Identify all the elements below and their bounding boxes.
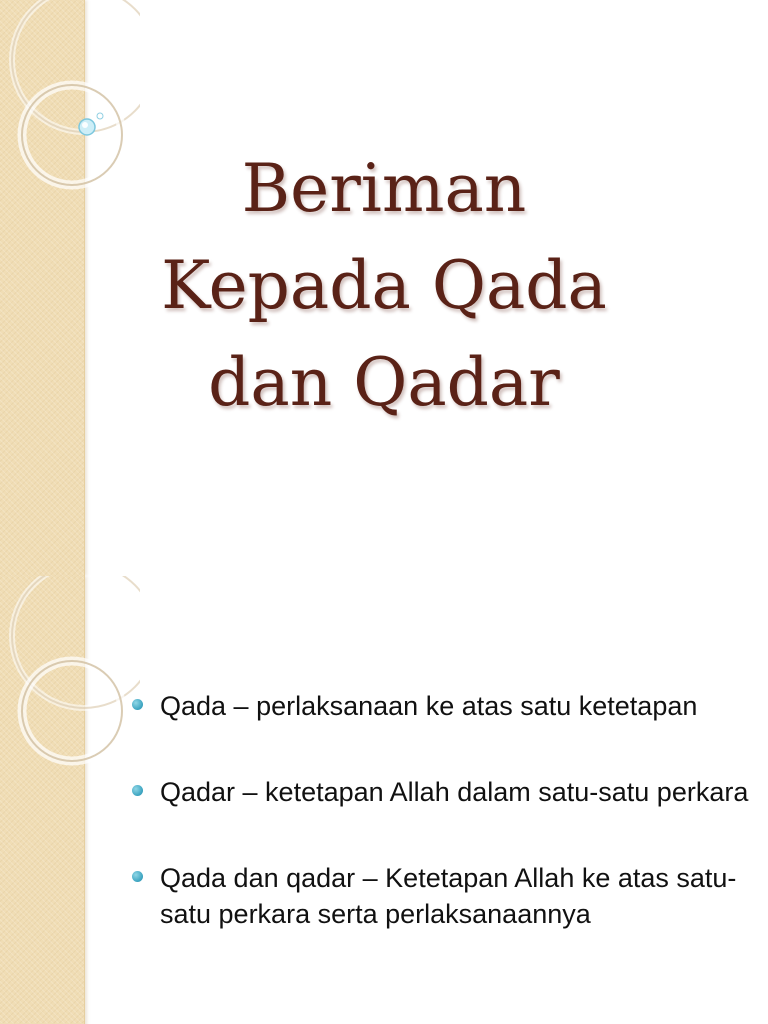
- bullet-text: Qadar – ketetapan Allah dalam satu-satu perkara: [160, 777, 749, 807]
- list-item: [132, 774, 752, 810]
- list-item: [132, 860, 752, 932]
- bullet-dot-icon: [132, 785, 143, 796]
- bullet-text: Qada dan qadar – Ketetapan Allah ke atas satu-satu perkara serta perlaksanaannya: [160, 863, 737, 929]
- content-slide: [0, 576, 768, 1024]
- ring-decoration-icon: [0, 576, 140, 816]
- list-item: [132, 688, 752, 724]
- title-line: Beriman: [241, 150, 527, 227]
- title-line: Kepada Qada: [161, 247, 607, 324]
- bullet-dot-icon: [132, 699, 143, 710]
- bullet-list: [132, 688, 752, 982]
- bullet-dot-icon: [132, 871, 143, 882]
- slide-title: [92, 140, 676, 431]
- bullet-text: Qada – perlaksanaan ke atas satu ketetapan: [160, 691, 698, 721]
- title-line: dan Qadar: [208, 344, 560, 421]
